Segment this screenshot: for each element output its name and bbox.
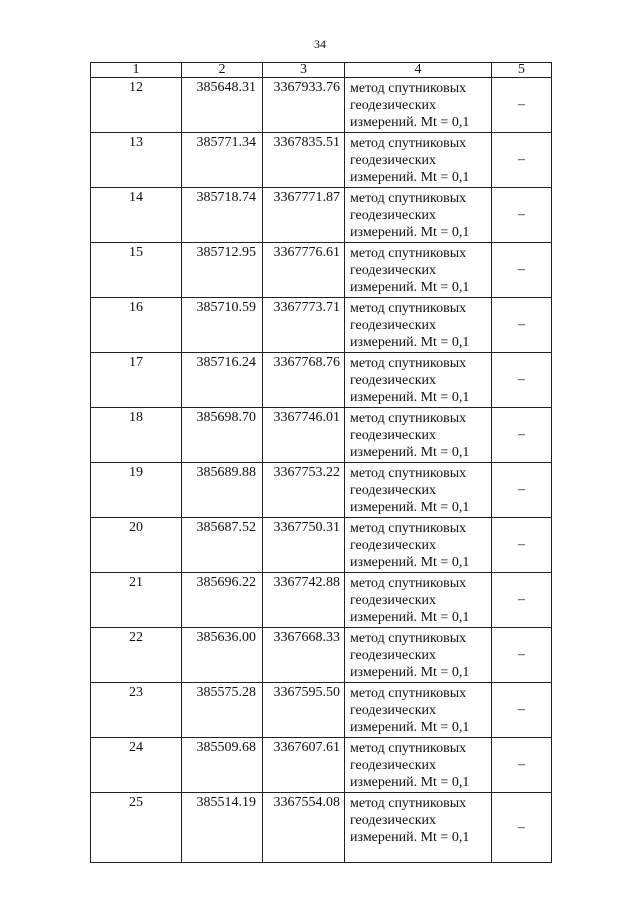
dash-mark: –	[518, 372, 525, 387]
y-coordinate-cell: 3367746.01	[263, 408, 345, 463]
point-number-cell: 22	[91, 628, 182, 683]
table-row	[91, 243, 552, 298]
method-line: геодезических	[350, 318, 437, 333]
dash-mark: –	[518, 427, 525, 442]
method-cell	[345, 408, 492, 463]
method-line: измерений. Mt = 0,1	[350, 390, 470, 405]
y-coordinate-cell: 3367554.08	[263, 793, 345, 863]
method-cell	[345, 463, 492, 518]
method-line: геодезических	[350, 593, 437, 608]
method-line: метод спутниковых	[350, 631, 467, 646]
dash-mark: –	[518, 647, 525, 662]
y-coordinate-cell: 3367773.71	[263, 298, 345, 353]
point-number-cell: 24	[91, 738, 182, 793]
point-number-cell: 18	[91, 408, 182, 463]
x-coordinate-cell: 385696.22	[182, 573, 263, 628]
x-coordinate-cell: 385771.34	[182, 133, 263, 188]
table-row	[91, 628, 552, 683]
method-cell	[345, 78, 492, 133]
point-number-cell: 16	[91, 298, 182, 353]
method-line: метод спутниковых	[350, 411, 467, 426]
method-line: измерений. Mt = 0,1	[350, 775, 470, 790]
x-coordinate-cell: 385712.95	[182, 243, 263, 298]
dash-mark: –	[518, 819, 525, 835]
table-header-row	[91, 63, 552, 78]
dash-cell	[492, 353, 552, 408]
method-cell	[345, 628, 492, 683]
dash-cell	[492, 463, 552, 518]
method-line: метод спутниковых	[350, 741, 467, 756]
method-cell	[345, 243, 492, 298]
table-row	[91, 298, 552, 353]
column-header: 1	[91, 63, 182, 78]
method-cell	[345, 738, 492, 793]
method-line: геодезических	[350, 758, 437, 773]
method-line: измерений. Mt = 0,1	[350, 555, 470, 570]
y-coordinate-cell: 3367595.50	[263, 683, 345, 738]
point-number-cell: 20	[91, 518, 182, 573]
point-number-cell: 13	[91, 133, 182, 188]
table-body	[91, 78, 552, 863]
x-coordinate-cell: 385509.68	[182, 738, 263, 793]
dash-mark: –	[518, 482, 525, 497]
dash-mark: –	[518, 592, 525, 607]
method-line: геодезических	[350, 98, 437, 113]
dash-mark: –	[518, 537, 525, 552]
method-line: геодезических	[350, 703, 437, 718]
method-cell	[345, 188, 492, 243]
x-coordinate-cell: 385718.74	[182, 188, 263, 243]
method-line: метод спутниковых	[350, 191, 467, 206]
table-row	[91, 793, 552, 863]
point-number-cell: 25	[91, 793, 182, 863]
table-row	[91, 463, 552, 518]
table-row	[91, 78, 552, 133]
dash-mark: –	[518, 702, 525, 717]
y-coordinate-cell: 3367668.33	[263, 628, 345, 683]
method-cell	[345, 518, 492, 573]
table-row	[91, 518, 552, 573]
method-line: метод спутниковых	[350, 796, 467, 811]
y-coordinate-cell: 3367768.76	[263, 353, 345, 408]
x-coordinate-cell: 385710.59	[182, 298, 263, 353]
method-line: измерений. Mt = 0,1	[350, 280, 470, 295]
y-coordinate-cell: 3367753.22	[263, 463, 345, 518]
x-coordinate-cell: 385514.19	[182, 793, 263, 863]
method-cell	[345, 793, 492, 863]
dash-mark: –	[518, 317, 525, 332]
table-row	[91, 188, 552, 243]
dash-cell	[492, 133, 552, 188]
y-coordinate-cell: 3367750.31	[263, 518, 345, 573]
method-line: метод спутниковых	[350, 356, 467, 371]
dash-cell	[492, 628, 552, 683]
point-number-cell: 15	[91, 243, 182, 298]
method-line: измерений. Mt = 0,1	[350, 720, 470, 735]
method-line: измерений. Mt = 0,1	[350, 830, 470, 845]
dash-cell	[492, 188, 552, 243]
table-row	[91, 133, 552, 188]
dash-mark: –	[518, 152, 525, 167]
method-line: измерений. Mt = 0,1	[350, 170, 470, 185]
method-line: геодезических	[350, 648, 437, 663]
x-coordinate-cell: 385648.31	[182, 78, 263, 133]
dash-cell	[492, 518, 552, 573]
method-line: измерений. Mt = 0,1	[350, 225, 470, 240]
dash-cell	[492, 793, 552, 863]
y-coordinate-cell: 3367771.87	[263, 188, 345, 243]
point-number-cell: 14	[91, 188, 182, 243]
method-cell	[345, 573, 492, 628]
method-line: измерений. Mt = 0,1	[350, 445, 470, 460]
table-row	[91, 573, 552, 628]
method-line: геодезических	[350, 153, 437, 168]
page-number: 34	[314, 37, 326, 51]
y-coordinate-cell: 3367742.88	[263, 573, 345, 628]
x-coordinate-cell: 385698.70	[182, 408, 263, 463]
method-line: геодезических	[350, 263, 437, 278]
coordinates-table	[90, 62, 552, 863]
y-coordinate-cell: 3367776.61	[263, 243, 345, 298]
method-line: измерений. Mt = 0,1	[350, 665, 470, 680]
column-header: 5	[492, 63, 552, 78]
point-number-cell: 23	[91, 683, 182, 738]
method-line: измерений. Mt = 0,1	[350, 335, 470, 350]
method-line: геодезических	[350, 208, 437, 223]
method-line: геодезических	[350, 813, 437, 828]
column-header: 2	[182, 63, 263, 78]
method-line: метод спутниковых	[350, 246, 467, 261]
dash-mark: –	[518, 262, 525, 277]
point-number-cell: 17	[91, 353, 182, 408]
method-line: измерений. Mt = 0,1	[350, 500, 470, 515]
method-cell	[345, 353, 492, 408]
x-coordinate-cell: 385575.28	[182, 683, 263, 738]
point-number-cell: 12	[91, 78, 182, 133]
method-line: измерений. Mt = 0,1	[350, 115, 470, 130]
method-cell	[345, 298, 492, 353]
dash-mark: –	[518, 207, 525, 222]
dash-mark: –	[518, 97, 525, 112]
method-line: измерений. Mt = 0,1	[350, 610, 470, 625]
dash-cell	[492, 683, 552, 738]
method-line: метод спутниковых	[350, 81, 467, 96]
method-line: метод спутниковых	[350, 521, 467, 536]
dash-cell	[492, 738, 552, 793]
method-cell	[345, 683, 492, 738]
dash-cell	[492, 573, 552, 628]
y-coordinate-cell: 3367835.51	[263, 133, 345, 188]
dash-mark: –	[518, 757, 525, 772]
dash-cell	[492, 78, 552, 133]
dash-cell	[492, 298, 552, 353]
point-number-cell: 21	[91, 573, 182, 628]
method-cell	[345, 133, 492, 188]
x-coordinate-cell: 385716.24	[182, 353, 263, 408]
method-line: метод спутниковых	[350, 686, 467, 701]
method-line: метод спутниковых	[350, 136, 467, 151]
y-coordinate-cell: 3367607.61	[263, 738, 345, 793]
x-coordinate-cell: 385689.88	[182, 463, 263, 518]
dash-cell	[492, 243, 552, 298]
table-row	[91, 408, 552, 463]
method-line: геодезических	[350, 538, 437, 553]
table-row	[91, 683, 552, 738]
method-line: геодезических	[350, 483, 437, 498]
column-header: 4	[345, 63, 492, 78]
method-line: геодезических	[350, 373, 437, 388]
point-number-cell: 19	[91, 463, 182, 518]
x-coordinate-cell: 385687.52	[182, 518, 263, 573]
column-header: 3	[263, 63, 345, 78]
method-line: метод спутниковых	[350, 301, 467, 316]
method-line: метод спутниковых	[350, 576, 467, 591]
table-row	[91, 353, 552, 408]
method-line: геодезических	[350, 428, 437, 443]
method-line: метод спутниковых	[350, 466, 467, 481]
table-row	[91, 738, 552, 793]
x-coordinate-cell: 385636.00	[182, 628, 263, 683]
y-coordinate-cell: 3367933.76	[263, 78, 345, 133]
dash-cell	[492, 408, 552, 463]
